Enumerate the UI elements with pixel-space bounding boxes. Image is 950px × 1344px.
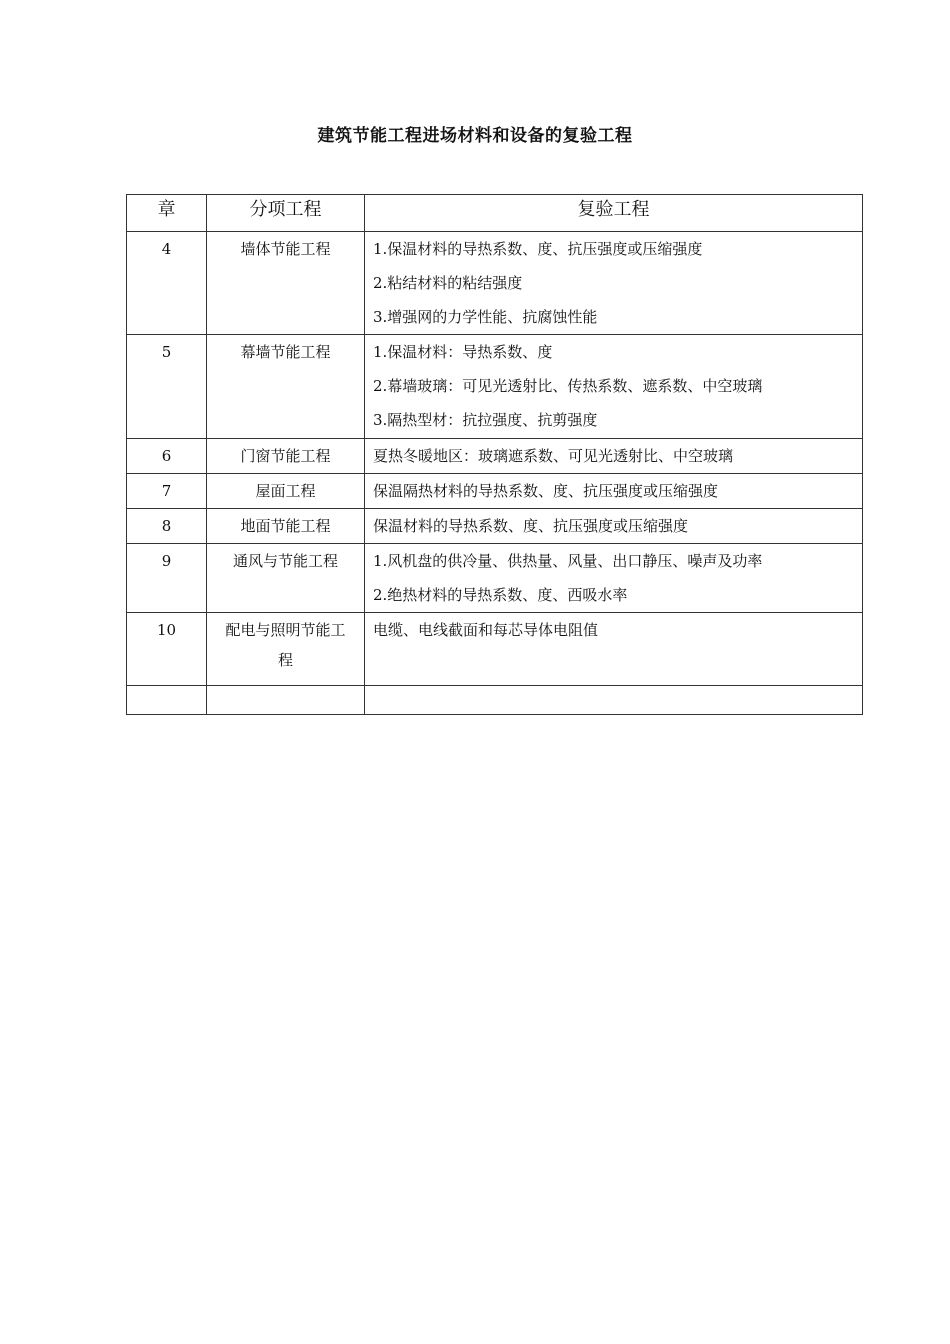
chapter-cell: 6 — [127, 439, 207, 474]
recheck-item: 2.粘结材料的粘结强度 — [373, 274, 523, 292]
recheck-item: 3.增强网的力学性能、抗腐蚀性能 — [373, 308, 598, 326]
chapter-cell: 10 — [127, 613, 207, 686]
recheck-items-cell — [365, 613, 863, 686]
table-row — [127, 544, 863, 613]
chapter-cell: 9 — [127, 544, 207, 613]
recheck-item: 1.风机盘的供冷量、供热量、风量、出口静压、噪声及功率 — [373, 552, 763, 570]
subitem-cell: 幕墙节能工程 — [207, 335, 365, 439]
empty-cell — [207, 686, 365, 715]
table-row — [127, 439, 863, 474]
recheck-items-cell — [365, 509, 863, 544]
subitem-cell — [207, 613, 365, 686]
chapter-cell: 8 — [127, 509, 207, 544]
recheck-table — [126, 194, 863, 715]
table-row — [127, 474, 863, 509]
recheck-item: 1.保温材料的导热系数、度、抗压强度或压缩强度 — [373, 240, 703, 258]
recheck-item: 保温隔热材料的导热系数、度、抗压强度或压缩强度 — [373, 482, 719, 500]
recheck-item: 夏热冬暖地区：玻璃遮系数、可见光透射比、中空玻璃 — [373, 447, 734, 465]
recheck-items-cell — [365, 474, 863, 509]
recheck-items-cell — [365, 335, 863, 439]
table-row — [127, 613, 863, 686]
recheck-items-cell — [365, 232, 863, 335]
header-recheck: 复验工程 — [365, 195, 863, 232]
subitem-line: 程 — [277, 651, 293, 669]
subitem-cell: 门窗节能工程 — [207, 439, 365, 474]
empty-cell — [127, 686, 207, 715]
empty-cell — [365, 686, 863, 715]
recheck-items-cell — [365, 544, 863, 613]
chapter-cell: 7 — [127, 474, 207, 509]
chapter-cell: 5 — [127, 335, 207, 439]
subitem-cell: 屋面工程 — [207, 474, 365, 509]
recheck-item: 3.隔热型材：抗拉强度、抗剪强度 — [373, 411, 598, 429]
page-title: 建筑节能工程进场材料和设备的复验工程 — [317, 126, 633, 146]
table-row-empty — [127, 686, 863, 715]
subitem-cell: 墙体节能工程 — [207, 232, 365, 335]
subitem-cell: 地面节能工程 — [207, 509, 365, 544]
table-row — [127, 232, 863, 335]
header-subitem: 分项工程 — [207, 195, 365, 232]
table-row — [127, 509, 863, 544]
subitem-line: 配电与照明节能工 — [225, 621, 346, 639]
table-header-row — [127, 195, 863, 232]
header-chapter: 章 — [127, 195, 207, 232]
recheck-items-cell — [365, 439, 863, 474]
recheck-item: 2.绝热材料的导热系数、度、西吸水率 — [373, 586, 628, 604]
recheck-item: 2.幕墙玻璃：可见光透射比、传热系数、遮系数、中空玻璃 — [373, 377, 763, 395]
chapter-cell: 4 — [127, 232, 207, 335]
recheck-item: 电缆、电线截面和每芯导体电阻值 — [373, 621, 599, 639]
recheck-item: 1.保温材料：导热系数、度 — [373, 343, 553, 361]
recheck-item: 保温材料的导热系数、度、抗压强度或压缩强度 — [373, 517, 689, 535]
subitem-cell: 通风与节能工程 — [207, 544, 365, 613]
table-row — [127, 335, 863, 439]
